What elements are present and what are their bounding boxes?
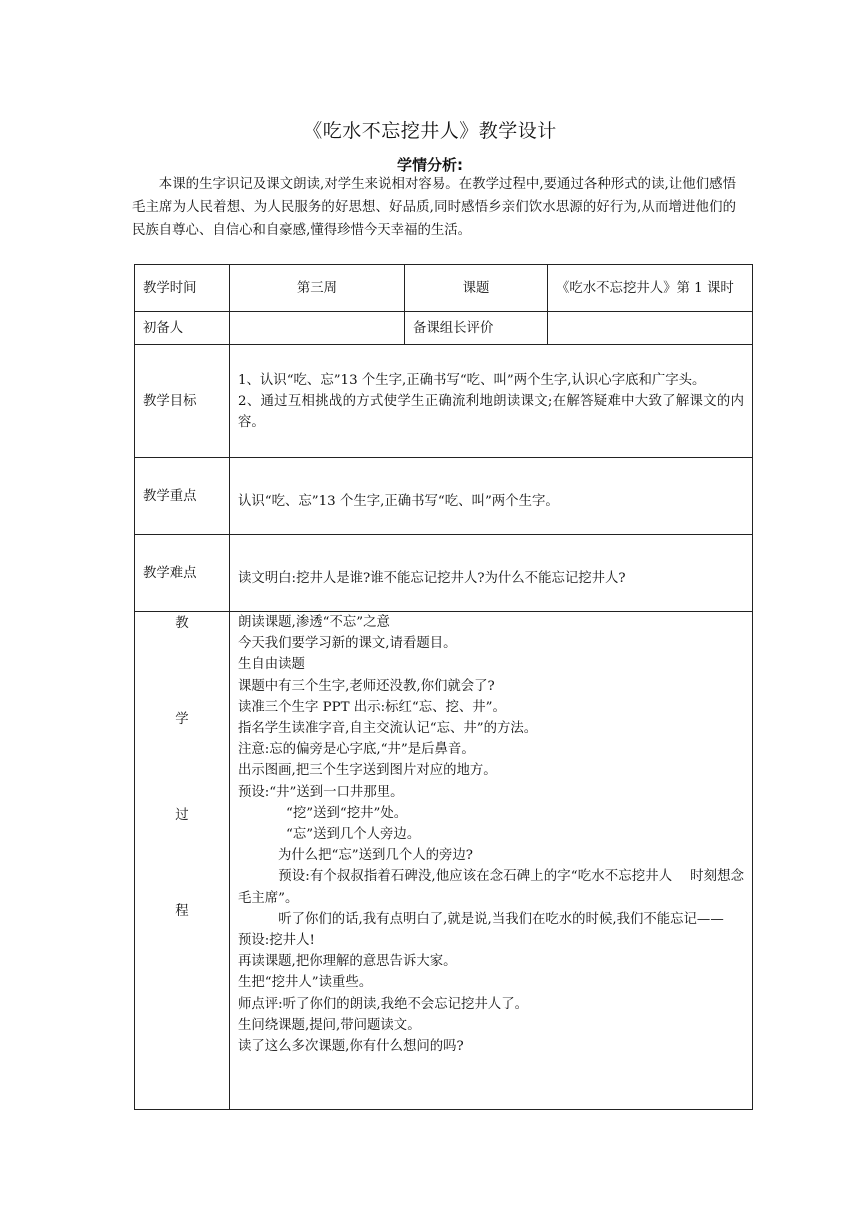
time-label: 教学时间	[135, 265, 230, 312]
process-line: “挖”送到“挖井”处。	[286, 805, 408, 821]
process-line: 朗读课题,渗透“不忘”之意	[238, 615, 390, 630]
process-label-char: 学	[175, 712, 189, 727]
key-points-label: 教学重点	[135, 458, 230, 535]
process-line: 师点评:听了你们的朗读,我绝不会忘记挖井人了。	[238, 996, 528, 1012]
process-label-char: 教	[175, 616, 189, 631]
time-value: 第三周	[230, 265, 405, 312]
process-line: 再读课题,把你理解的意思告诉大家。	[238, 954, 457, 970]
difficulties-content: 读文明白:挖井人是谁?谁不能忘记挖井人?为什么不能忘记挖井人?	[230, 535, 753, 612]
table-row-preparer	[135, 312, 753, 345]
key-points-content: 认识“吃、忘”13 个生字,正确书写“吃、叫”两个生字。	[230, 458, 753, 535]
process-line: 读了这么多次课题,你有什么想问的吗?	[238, 1039, 464, 1055]
process-content	[230, 612, 753, 1110]
process-line: 生问绕课题,提问,带问题读文。	[238, 1017, 421, 1033]
process-line: 生自由读题	[238, 657, 305, 673]
process-label	[135, 612, 230, 1110]
lesson-plan-table	[134, 264, 753, 1110]
process-line: 出示图画,把三个生字送到图片对应的地方。	[238, 763, 497, 779]
process-line: 预设:挖井人!	[238, 933, 315, 949]
table-row-difficulties	[135, 535, 753, 612]
process-line: 今天我们要学习新的课文,请看题目。	[238, 636, 457, 652]
goals-label: 教学目标	[135, 345, 230, 458]
process-line: 预设:“井”送到一口井那里。	[238, 784, 404, 800]
intro-paragraph	[132, 173, 736, 242]
process-line: 生把“挖井人”读重些。	[238, 975, 373, 991]
preparer-value	[230, 312, 405, 345]
table-row-goals	[135, 345, 753, 458]
goal-item: 2、通过互相挑战的方式使学生正确流利地朗读课文;在解答疑难中大致了解课文的内容。	[238, 393, 744, 430]
process-label-char: 过	[175, 808, 189, 823]
topic-value: 《吃水不忘挖井人》第 1 课时	[548, 265, 753, 312]
goals-content	[230, 345, 753, 458]
document-title: 《吃水不忘挖井人》教学设计	[303, 120, 557, 142]
table-row-process	[135, 612, 753, 1110]
intro-text: 本课的生字识记及课文朗读,对学生来说相对容易。在教学过程中,要通过各种形式的读,让他们感悟毛主席为人民着想、为人民服务的好思想、好品质,同时感悟乡亲们饮水思源的好行为,从而增进他们的民族自尊心、自信心和自豪感,懂得珍惜今天幸福的生活。	[132, 177, 736, 238]
process-line: 预设:有个叔叔指着石碑没,他应该在念石碑上的字“吃水不忘挖井人 时刻想念毛主席”。	[238, 869, 744, 906]
preparer-label: 初备人	[135, 312, 230, 345]
process-line: 注意:忘的偏旁是心字底,“井”是后鼻音。	[238, 742, 475, 758]
goal-item: 1、认识“吃、忘”13 个生字,正确书写“吃、叫”两个生字,认识心字底和广字头。	[238, 372, 706, 388]
table-row-key-points	[135, 458, 753, 535]
process-line: 为什么把“忘”送到几个人的旁边?	[278, 848, 473, 864]
process-line: 指名学生读准字音,自主交流认记“忘、井”的方法。	[238, 721, 538, 737]
topic-label: 课题	[405, 265, 548, 312]
process-label-char: 程	[175, 904, 189, 919]
review-value	[548, 312, 753, 345]
section-heading: 学情分析:	[397, 156, 463, 174]
difficulties-label: 教学难点	[135, 535, 230, 612]
process-line: 读准三个生字 PPT 出示:标红“忘、挖、井”。	[238, 699, 506, 715]
review-label: 备课组长评价	[405, 312, 548, 345]
process-line: 课题中有三个生字,老师还没教,你们就会了?	[238, 678, 495, 694]
table-row-time	[135, 265, 753, 312]
process-line: 听了你们的话,我有点明白了,就是说,当我们在吃水的时候,我们不能忘记——	[278, 911, 724, 927]
process-line: “忘”送到几个人旁边。	[286, 827, 421, 843]
